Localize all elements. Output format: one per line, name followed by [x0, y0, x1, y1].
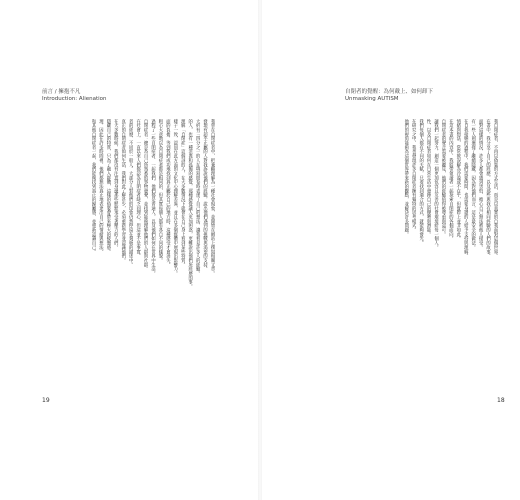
- right-page: [262, 0, 520, 500]
- text-column: 他們的視角能夠為這個世界帶來新的觀點，並解決許多問題。: [403, 119, 409, 237]
- text-column: 者的經歷，不同於一般人。大部分人對他們的印象仍然停留在刻板的描述中。: [128, 119, 134, 267]
- text-column: 的人，也有一種沮喪和孤獨的感覺，那種感覺讓人更加困惑，更難說出他們所經歷的事。: [187, 119, 193, 289]
- text-column: 在自我接納的過程中，我們需要時間，也需要身邊的人給予支持與理解。: [463, 119, 469, 259]
- text-column: 粗心大意地以為自閉症者都是相同的，但其實每個人都有各自不同的樣貌。: [157, 119, 163, 263]
- text-column: 我曾在自閉症者中，把兼顧理解為一種社會現象，並開始在網站上撰寫相關文章。: [210, 119, 215, 276]
- text-column: 發現有超乎正屬的人對我訴說他們的經驗，說出他們遇到的挑戰與渴望的支持。: [202, 119, 208, 272]
- text-column: 在大多數時候，我們都沒有注意到身邊那些默默承受著壓力的人們。: [113, 119, 119, 250]
- left-page: [0, 0, 258, 500]
- text-column: 自閉症者：總是為自己所熟悉的事物發聲，並找到能夠理解他們的人群與社群。: [143, 119, 149, 272]
- text-column: 面的負擔，等到我們成功地找到真正屬於自己的地方時，這種感受才會消失。: [165, 119, 171, 267]
- right-header-subtitle: Unmasking AUTISM: [345, 95, 399, 102]
- text-column: 面對這樣的情況，許多人都會感到害怕，擔心自己無法被他人接受。: [478, 119, 484, 250]
- left-page-number: 19: [42, 397, 50, 404]
- text-column: 樣子一致，認同在此方面的文化中心理解差異，並且在多個群體中展現出影響力。: [172, 119, 178, 276]
- text-column: 大約有三四分之一的人在填寫問卷時表達了自己的想法，讓我看見許多人的經驗。: [195, 119, 201, 276]
- text-column: 理解「自閉症」這個詞的人，在大多數情況下就會在自己身上看到某些特質。: [180, 119, 186, 267]
- text-column: 理，因此在許多時間裡，他們都無法真正地表達出自己的情緒與想法。: [98, 119, 104, 254]
- text-column: 在研究之中，我也發現許多自閉症者擁有獨特的思考模式。: [411, 119, 417, 233]
- text-column: 我們每個人都有不同的天賦，只要找到適合的方式，就能夠發光。: [418, 119, 424, 246]
- text-column: 我自閉症者，不再以偽裝的方式生活，而是以真實的自我面對這個世界。: [493, 119, 498, 259]
- text-column: 隱藏自己的特質，只為了融入群體，這樣的偽裝會帶來極大的疲憊感。: [105, 119, 111, 254]
- text-column: 讓我們一起努力，創造一個更加包容且友善的社會環境給每一個人。: [433, 119, 439, 250]
- left-header-subtitle: Introduction: Alienation: [42, 95, 107, 102]
- left-page-body-text: [42, 119, 214, 320]
- text-column: 在書中，我分享了自己的經歷，以及那些與我有相同經驗的人們的故事。: [485, 119, 491, 259]
- right-page-body-text: [335, 119, 497, 320]
- left-header-title: 前言 / 擁抱不凡: [42, 89, 81, 95]
- text-column: 和其他自閉症者一起，我們能夠找到真正的歸屬感，並重新認識自己。: [91, 119, 96, 254]
- text-column: 真正的自閉症者如何生活，我們對此了解甚少，必須重新學習並認識他們。: [120, 119, 126, 263]
- text-column: 在這本書的內容中，我將帶領讀者一起探索自閉症的各個面向。: [448, 119, 454, 241]
- right-running-header: [345, 89, 433, 102]
- left-running-header: [42, 89, 107, 102]
- right-header-title: 自閉者的覺醒：為何戴上、如何卸下: [345, 89, 434, 95]
- text-column: 情緒與想法，常常被誤解為冷漠或不在乎，但實際上並非如此。: [455, 119, 461, 241]
- text-column: 在社會上，一直以來人們都認為自閉症者缺乏同理心，但這並不是事實。: [135, 119, 141, 259]
- text-column: 有一些人則選擇了繼續隱藏，因為對他們而言，這是最安全的做法。: [470, 119, 476, 250]
- text-column: 自閉症者的聲音需要被聽見，他們的經驗值得被尊重與認可。: [440, 119, 446, 237]
- right-page-number: 18: [497, 397, 505, 404]
- text-column: 性，以及自閉症者如何在日常生活中發揮自己的優勢與潛能。: [426, 119, 432, 237]
- text-column: 過程了一些自閉症者、一起我們，他們都是普通人，以及他們如何在世界中生活。: [150, 119, 156, 276]
